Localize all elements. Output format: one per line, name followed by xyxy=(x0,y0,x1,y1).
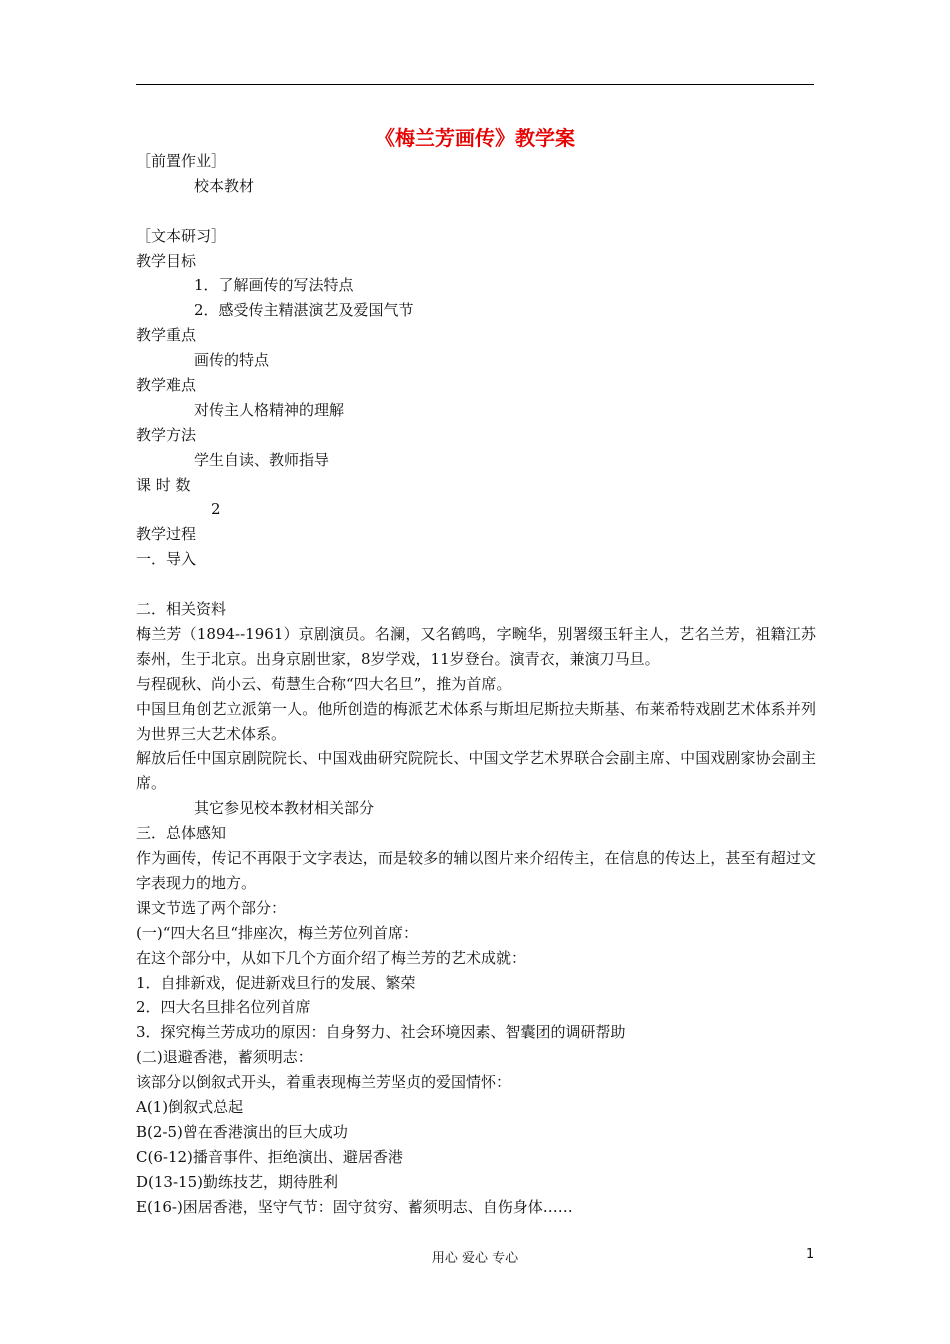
focus-item: 画传的特点 xyxy=(194,351,270,370)
prework-item: 校本教材 xyxy=(194,176,255,195)
method-item: 学生自读、教师指导 xyxy=(194,450,330,469)
label-class-hours: 课 时 数 xyxy=(136,475,191,494)
page-footer: 用心 爱心 专心 xyxy=(431,1251,519,1266)
document-body xyxy=(136,149,816,1219)
paragraph-positions: 解放后任中国京剧院院长、中国戏曲研究院院长、中国文学艺术界联合会副主席、中国戏剧家协会副主席。 xyxy=(136,749,816,793)
paragraph-part2-intro: 该部分以倒叙式开头，着重表现梅兰芳坚贞的爱国情怀： xyxy=(136,1073,512,1092)
part2-item-b: B(2-5)曾在香港演出的巨大成功 xyxy=(136,1122,348,1141)
document-title: 《梅兰芳画传》教学案 xyxy=(375,126,575,150)
paragraph-biography: 梅兰芳（1894--1961）京剧演员。名澜，又名鹤鸣，字畹华，别署缀玉轩主人，艺名兰芳，祖籍江苏泰州，生于北京。出身京剧世家，8岁学戏，11岁登台。演青衣，兼演刀马旦。 xyxy=(136,624,816,668)
part1-item-2: 2．四大名旦排名位列首席 xyxy=(136,998,311,1017)
part2-item-a: A(1)倒叙式总起 xyxy=(136,1097,244,1116)
label-teaching-method: 教学方法 xyxy=(136,425,197,444)
part2-item-d: D(13-15)勤练技艺，期待胜利 xyxy=(136,1172,338,1191)
step-heading-overview: 三．总体感知 xyxy=(136,824,227,843)
header-rule xyxy=(136,84,814,85)
paragraph-see-also: 其它参见校本教材相关部分 xyxy=(194,799,375,818)
section-heading-text-study: ［文本研习］ xyxy=(136,226,227,245)
label-teaching-focus: 教学重点 xyxy=(136,326,197,345)
paragraph-pictorial-bio: 作为画传，传记不再限于文字表达，而是较多的辅以图片来介绍传主，在信息的传达上，甚至有超过文字表现力的地方。 xyxy=(136,849,816,892)
part1-item-3: 3．探究梅兰芳成功的原因：自身努力、社会环境因素、智囊团的调研帮助 xyxy=(136,1023,626,1042)
part2-item-e: E(16-)困居香港，坚守气节：固守贫穷、蓄须明志、自伤身体…… xyxy=(136,1197,573,1216)
blank-line xyxy=(136,572,816,597)
paragraph-four-dan: 与程砚秋、尚小云、荀慧生合称“四大名旦”，推为首席。 xyxy=(136,674,512,693)
section-heading-prework: ［前置作业］ xyxy=(136,152,227,170)
step-heading-materials: 二．相关资料 xyxy=(136,600,227,619)
part1-item-1: 1．自排新戏，促进新戏旦行的发展、繁荣 xyxy=(136,973,416,992)
part-heading-1: (一)“四大名旦“排座次，梅兰芳位列首席： xyxy=(136,923,419,942)
part2-item-c: C(6-12)播音事件、拒绝演出、避居香港 xyxy=(136,1147,403,1166)
label-teaching-process: 教学过程 xyxy=(136,525,197,544)
label-teaching-goals: 教学目标 xyxy=(136,251,197,270)
blank-line xyxy=(136,199,816,224)
part-heading-2: (二)退避香港，蓄须明志： xyxy=(136,1048,313,1067)
goal-item-2: 2．感受传主精湛演艺及爱国气节 xyxy=(194,301,414,320)
class-hours-value: 2 xyxy=(211,500,221,519)
step-heading-intro: 一．导入 xyxy=(136,550,197,569)
difficulty-item: 对传主人格精神的理解 xyxy=(194,400,345,419)
paragraph-part1-intro: 在这个部分中，从如下几个方面介绍了梅兰芳的艺术成就： xyxy=(136,948,527,967)
goal-item-1: 1．了解画传的写法特点 xyxy=(194,276,354,295)
paragraph-mei-school: 中国旦角创艺立派第一人。他所创造的梅派艺术体系与斯坦尼斯拉夫斯基、布莱希特戏剧艺术体系并列为世界三大艺术体系。 xyxy=(136,699,816,743)
label-teaching-difficulty: 教学难点 xyxy=(136,376,197,395)
paragraph-two-parts: 课文节选了两个部分： xyxy=(136,898,287,917)
page-number: 1 xyxy=(806,1247,815,1262)
